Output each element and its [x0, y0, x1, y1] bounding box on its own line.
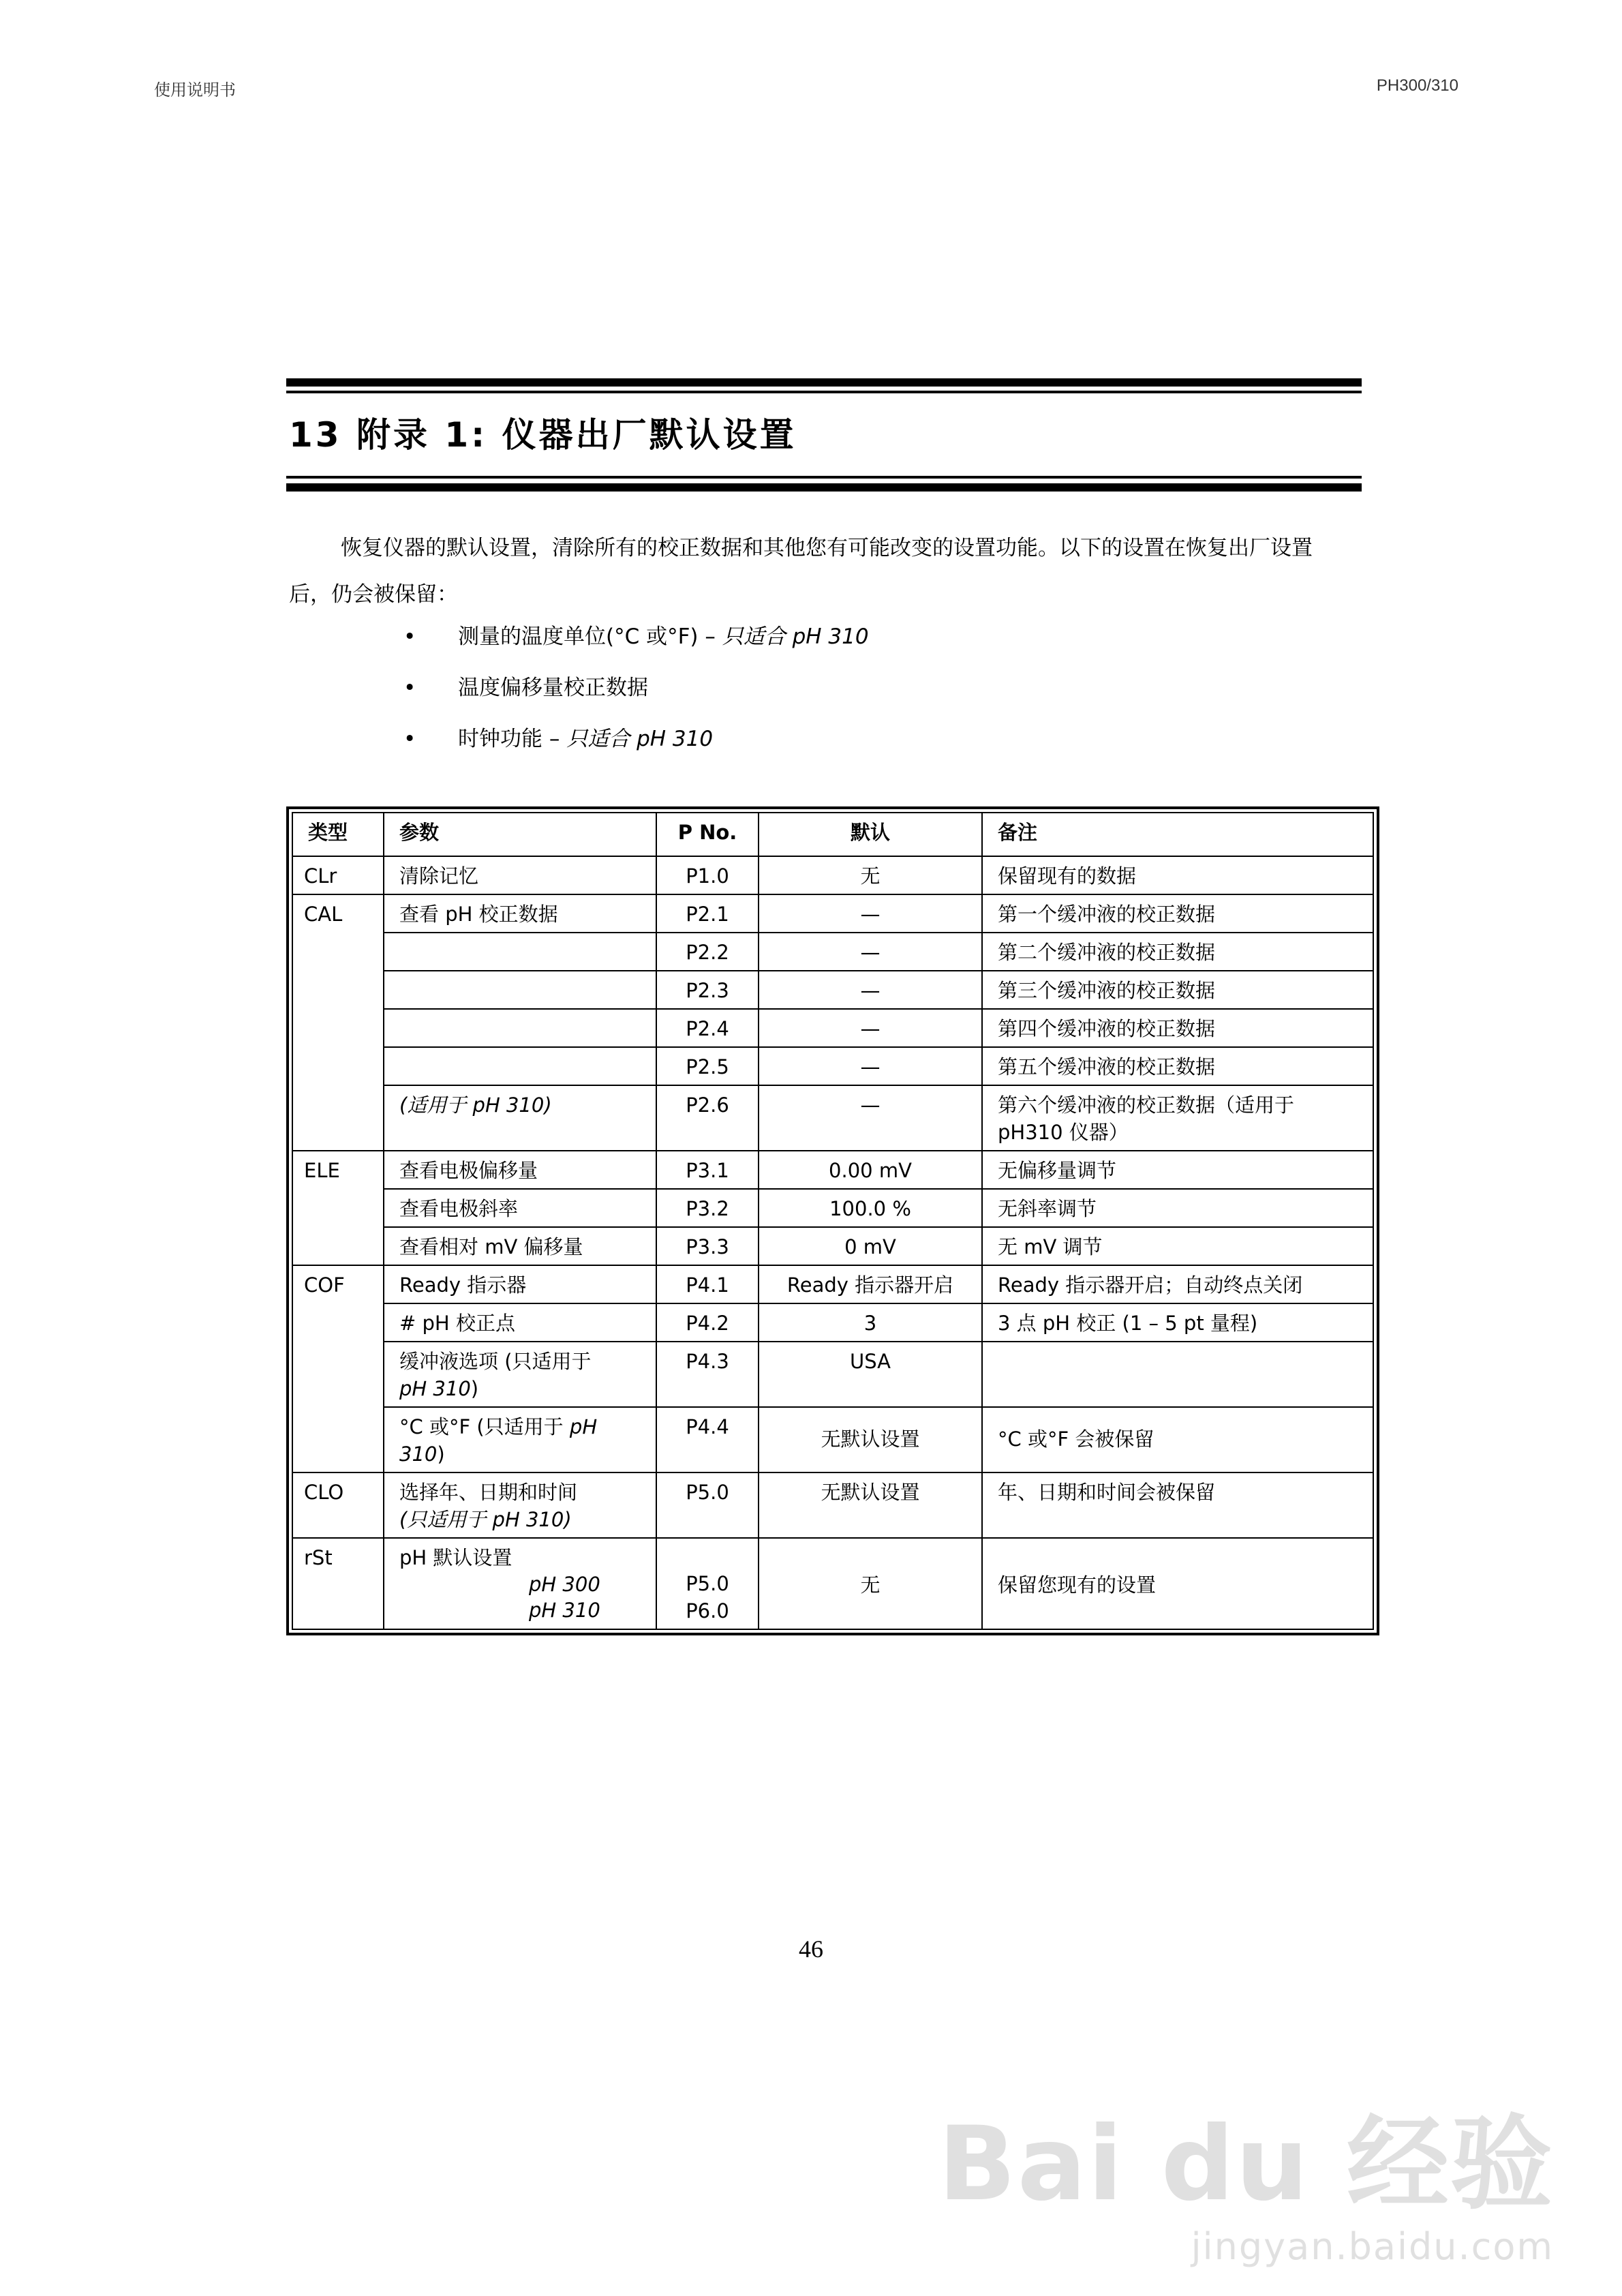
cell-pno: P4.4 — [656, 1407, 759, 1472]
cell-default: 100.0 % — [759, 1189, 982, 1227]
cell-param-text: 选择年、日期和时间 — [399, 1481, 578, 1504]
header-right: PH300/310 — [1376, 76, 1458, 95]
cell-param-sub: pH 310 — [529, 1599, 600, 1622]
cell-type: CLO — [292, 1472, 384, 1538]
table-row — [292, 1047, 1373, 1085]
table-row — [292, 1189, 1373, 1227]
cell-param-note: (只适用于 pH 310) — [399, 1508, 572, 1531]
cell-default: 无 — [759, 856, 982, 894]
cell-param-sub: pH 300 — [529, 1573, 600, 1596]
bullet-dot: • — [403, 727, 416, 751]
cell-type: CLr — [292, 856, 384, 894]
cell-param — [384, 933, 656, 971]
title-rule-top-thick — [286, 378, 1362, 387]
table-row — [292, 1085, 1373, 1151]
bullet-text: 测量的温度单位(°C 或°F) – — [458, 624, 722, 649]
table-row — [292, 1151, 1373, 1189]
cell-pno-line: P5.0 — [686, 1572, 729, 1595]
bullet-text: 时钟功能 – — [458, 727, 567, 751]
cell-default: 无 — [759, 1538, 982, 1629]
table-row — [292, 894, 1373, 933]
cell-note: 年、日期和时间会被保留 — [982, 1472, 1373, 1538]
cell-pno: P2.2 — [656, 933, 759, 971]
cell-type: COF — [292, 1265, 384, 1472]
cell-pno: P3.3 — [656, 1227, 759, 1265]
cell-default: USA — [759, 1342, 982, 1407]
table-row — [292, 1227, 1373, 1265]
cell-param-close: ) — [437, 1442, 445, 1466]
cell-param-model: pH 310 — [399, 1415, 598, 1466]
table-row — [292, 933, 1373, 971]
bullet-note: 只适合 pH 310 — [566, 727, 714, 751]
cell-param — [384, 1538, 656, 1629]
cell-default: — — [759, 1047, 982, 1085]
title-rule-top-thin — [286, 391, 1362, 393]
header-left: 使用说明书 — [154, 81, 236, 100]
cell-note — [982, 1342, 1373, 1407]
cell-note: 无偏移量调节 — [982, 1151, 1373, 1189]
col-header-pno: P No. — [656, 813, 759, 856]
cell-default: 0 mV — [759, 1227, 982, 1265]
cell-pno: P4.1 — [656, 1265, 759, 1303]
watermark-logo: Bai du 经验 — [938, 2105, 1554, 2224]
col-header-type: 类型 — [292, 813, 384, 856]
bullet-dot: • — [403, 624, 416, 649]
cell-pno: P2.1 — [656, 894, 759, 933]
defaults-table-frame — [286, 806, 1379, 1635]
cell-pno: P2.3 — [656, 971, 759, 1009]
cell-type: CAL — [292, 894, 384, 1151]
cell-note: 3 点 pH 校正 (1 – 5 pt 量程) — [982, 1303, 1373, 1342]
bullet-item — [403, 721, 713, 752]
bullet-dot: • — [403, 676, 416, 700]
cell-note: 第一个缓冲液的校正数据 — [982, 894, 1373, 933]
cell-pno: P2.6 — [656, 1085, 759, 1151]
col-header-param: 参数 — [384, 813, 656, 856]
table-row — [292, 856, 1373, 894]
cell-param-text: 缓冲液选项 (只适用于 — [399, 1350, 592, 1373]
cell-param-text: °C 或°F (只适用于 — [399, 1415, 570, 1438]
cell-param-text: pH 默认设置 — [399, 1546, 512, 1569]
cell-type: rSt — [292, 1538, 384, 1629]
bullet-item — [403, 619, 869, 650]
cell-note: 第四个缓冲液的校正数据 — [982, 1009, 1373, 1047]
cell-param — [384, 1342, 656, 1407]
cell-param-close: ) — [470, 1377, 479, 1400]
cell-default: 无默认设置 — [759, 1407, 982, 1472]
table-row — [292, 971, 1373, 1009]
cell-pno: P5.0 — [656, 1472, 759, 1538]
cell-default: — — [759, 933, 982, 971]
cell-default: 0.00 mV — [759, 1151, 982, 1189]
cell-default: 3 — [759, 1303, 982, 1342]
table-header-row — [292, 813, 1373, 856]
cell-param-model: pH 310 — [399, 1377, 471, 1400]
bullet-note: 只适合 pH 310 — [722, 624, 869, 649]
cell-param: 清除记忆 — [384, 856, 656, 894]
cell-param: 查看电极偏移量 — [384, 1151, 656, 1189]
cell-note: 无 mV 调节 — [982, 1227, 1373, 1265]
cell-param — [384, 1009, 656, 1047]
cell-pno: P4.2 — [656, 1303, 759, 1342]
intro-paragraph: 恢复仪器的默认设置，清除所有的校正数据和其他您有可能改变的设置功能。以下的设置在恢复出厂设置后，仍会被保留： — [289, 536, 1313, 607]
col-header-note: 备注 — [982, 813, 1373, 856]
cell-param: # pH 校正点 — [384, 1303, 656, 1342]
watermark — [938, 2105, 1554, 2268]
cell-pno — [656, 1538, 759, 1629]
title-rule-bottom-thick — [286, 483, 1362, 492]
cell-type: ELE — [292, 1151, 384, 1265]
table-row — [292, 1407, 1373, 1472]
cell-note: °C 或°F 会被保留 — [982, 1407, 1373, 1472]
cell-pno: P3.2 — [656, 1189, 759, 1227]
cell-default: — — [759, 894, 982, 933]
cell-default: — — [759, 971, 982, 1009]
cell-note: 保留您现有的设置 — [982, 1538, 1373, 1629]
title-rule-bottom-thin — [286, 476, 1362, 479]
cell-note: Ready 指示器开启；自动终点关闭 — [982, 1265, 1373, 1303]
table-row — [292, 1472, 1373, 1538]
cell-note: 第五个缓冲液的校正数据 — [982, 1047, 1373, 1085]
cell-note: 第三个缓冲液的校正数据 — [982, 971, 1373, 1009]
bullet-text: 温度偏移量校正数据 — [458, 676, 648, 700]
cell-param: (适用于 pH 310) — [384, 1085, 656, 1151]
table-row — [292, 1265, 1373, 1303]
table-row — [292, 1342, 1373, 1407]
cell-param — [384, 1472, 656, 1538]
cell-pno-line: P6.0 — [686, 1599, 729, 1622]
cell-note: 无斜率调节 — [982, 1189, 1373, 1227]
col-header-default: 默认 — [759, 813, 982, 856]
bullet-item — [403, 670, 648, 701]
cell-note: 保留现有的数据 — [982, 856, 1373, 894]
cell-default: — — [759, 1009, 982, 1047]
cell-param — [384, 971, 656, 1009]
cell-default: — — [759, 1085, 982, 1151]
watermark-url: jingyan.baidu.com — [1191, 2225, 1554, 2268]
cell-note: 第六个缓冲液的校正数据（适用于 pH310 仪器） — [982, 1085, 1373, 1151]
cell-pno: P1.0 — [656, 856, 759, 894]
cell-pno: P3.1 — [656, 1151, 759, 1189]
cell-param: 查看 pH 校正数据 — [384, 894, 656, 933]
cell-param — [384, 1407, 656, 1472]
section-title: 13 附录 1: 仪器出厂默认设置 — [289, 415, 797, 455]
cell-pno: P2.4 — [656, 1009, 759, 1047]
cell-note: 第二个缓冲液的校正数据 — [982, 933, 1373, 971]
cell-param: 查看相对 mV 偏移量 — [384, 1227, 656, 1265]
cell-default: Ready 指示器开启 — [759, 1265, 982, 1303]
cell-param: Ready 指示器 — [384, 1265, 656, 1303]
cell-pno: P4.3 — [656, 1342, 759, 1407]
page-number: 46 — [799, 1935, 823, 1963]
table-row — [292, 1009, 1373, 1047]
cell-param — [384, 1047, 656, 1085]
table-row — [292, 1303, 1373, 1342]
cell-pno: P2.5 — [656, 1047, 759, 1085]
defaults-table — [292, 812, 1374, 1630]
cell-default: 无默认设置 — [759, 1472, 982, 1538]
cell-param: 查看电极斜率 — [384, 1189, 656, 1227]
table-row — [292, 1538, 1373, 1629]
